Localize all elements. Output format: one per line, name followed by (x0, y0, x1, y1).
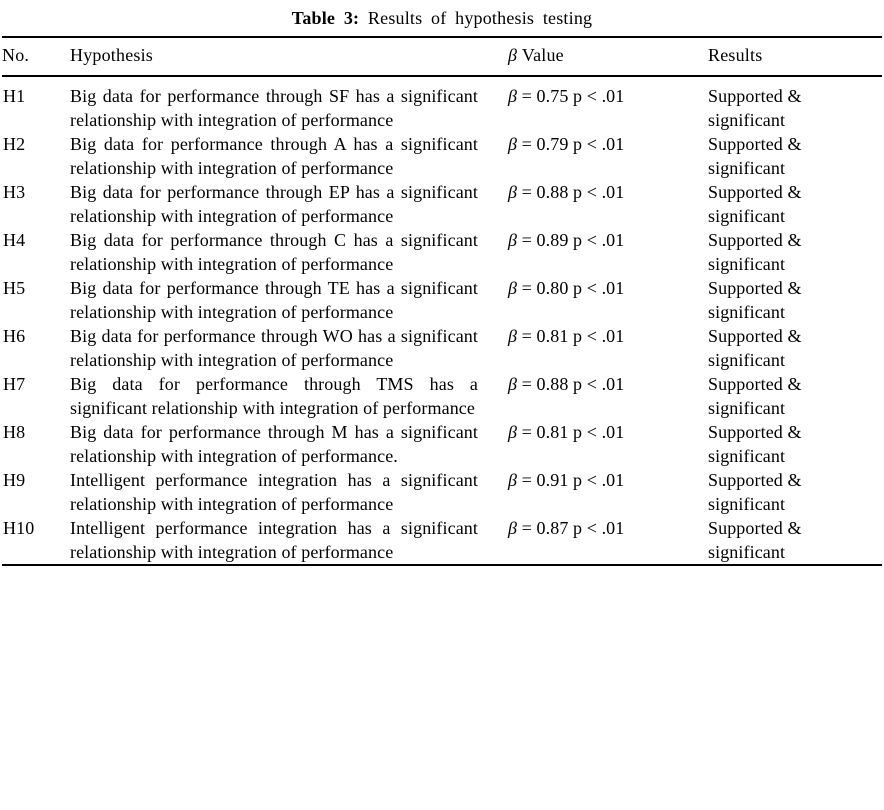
table-row-h10 (2, 516, 882, 565)
row-hypothesis: Intelligent performance integration has a significant relationship with integration of performance (70, 470, 478, 514)
col-header-results: Results (708, 37, 882, 76)
row-beta-value: β = 0.88 p < .01 (508, 182, 625, 202)
row-results: Supported & significant (708, 86, 802, 130)
row-no: H1 (3, 86, 26, 106)
row-results: Supported & significant (708, 470, 802, 514)
col-header-hypothesis: Hypothesis (70, 37, 508, 76)
row-no: H7 (3, 374, 26, 394)
table-row-h2 (2, 132, 882, 180)
row-hypothesis: Big data for performance through WO has a significant relationship with integration of performance (70, 326, 478, 370)
table-row-h5 (2, 276, 882, 324)
hypothesis-results-table (2, 36, 882, 566)
row-beta-value: β = 0.87 p < .01 (508, 518, 625, 538)
row-beta-value: β = 0.81 p < .01 (508, 326, 625, 346)
table-row-h3 (2, 180, 882, 228)
row-results: Supported & significant (708, 326, 802, 370)
col-header-beta-value: β Value (508, 37, 708, 76)
row-no: H10 (3, 518, 35, 538)
row-hypothesis: Intelligent performance integration has a significant relationship with integration of performance (70, 518, 478, 562)
row-no: H8 (3, 422, 26, 442)
row-results: Supported & significant (708, 278, 802, 322)
row-hypothesis: Big data for performance through M has a significant relationship with integration of performance. (70, 422, 478, 466)
row-results: Supported & significant (708, 230, 802, 274)
row-no: H6 (3, 326, 26, 346)
row-beta-value: β = 0.81 p < .01 (508, 422, 625, 442)
row-hypothesis: Big data for performance through C has a significant relationship with integration of performance (70, 230, 478, 274)
table-caption-text: Results of hypothesis testing (367, 8, 593, 28)
row-hypothesis: Big data for performance through TMS has a significant relationship with integration of performance (70, 374, 478, 418)
row-no: H3 (3, 182, 26, 202)
table-row-h9 (2, 468, 882, 516)
header-row (2, 37, 882, 76)
row-results: Supported & significant (708, 374, 802, 418)
row-beta-value: β = 0.88 p < .01 (508, 374, 625, 394)
row-results: Supported & significant (708, 182, 802, 226)
row-results: Supported & significant (708, 422, 802, 466)
row-beta-value: β = 0.80 p < .01 (508, 278, 625, 298)
table-caption (2, 7, 882, 29)
row-hypothesis: Big data for performance through EP has a significant relationship with integration of performance (70, 182, 478, 226)
row-beta-value: β = 0.89 p < .01 (508, 230, 625, 250)
row-hypothesis: Big data for performance through SF has a significant relationship with integration of performance (70, 86, 478, 130)
row-hypothesis: Big data for performance through A has a significant relationship with integration of performance (70, 134, 478, 178)
row-results: Supported & significant (708, 134, 802, 178)
table-row-h8 (2, 420, 882, 468)
row-beta-value: β = 0.79 p < .01 (508, 134, 625, 154)
row-beta-value: β = 0.75 p < .01 (508, 86, 625, 106)
row-no: H4 (3, 230, 26, 250)
table-caption-label: Table 3: (291, 8, 360, 28)
table-row-h4 (2, 228, 882, 276)
row-hypothesis: Big data for performance through TE has a significant relationship with integration of performance (70, 278, 478, 322)
row-no: H9 (3, 470, 26, 490)
table-row-h7 (2, 372, 882, 420)
col-header-no: No. (2, 37, 70, 76)
row-no: H5 (3, 278, 26, 298)
table-row-h6 (2, 324, 882, 372)
row-results: Supported & significant (708, 518, 802, 562)
row-no: H2 (3, 134, 26, 154)
row-beta-value: β = 0.91 p < .01 (508, 470, 625, 490)
table-row-h1 (2, 76, 882, 132)
